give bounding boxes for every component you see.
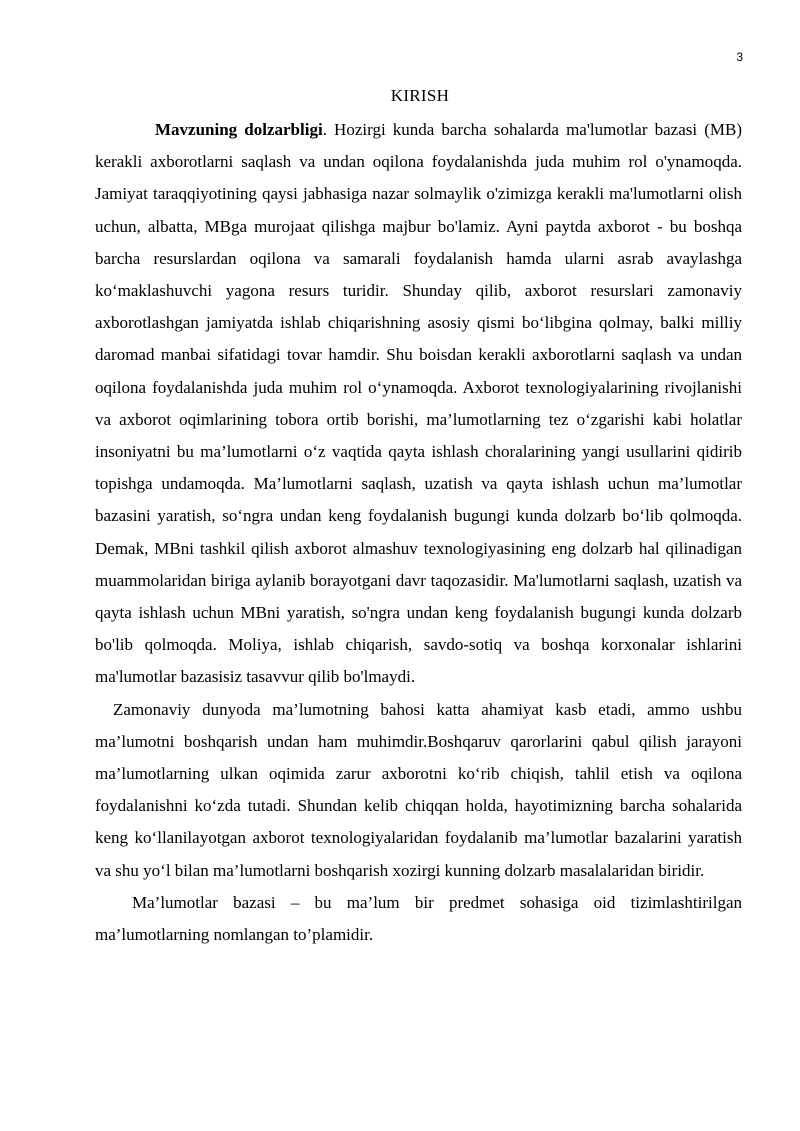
- page-title: KIRISH: [390, 86, 450, 105]
- paragraph-relevance: [95, 114, 742, 694]
- paragraph-modern-world: Zamonaviy dunyoda ma’lumotning bahosi katta ahamiyat kasb etadi, ammo ushbu ma’lumotni boshqarish undan ham muhimdir.Boshqaruv qarorlarini qabul qilish jarayoni ma’lumotlarning ulkan oqimida zarur axborotni ko‘rib chiqish, tahlil etish va oqilona foydalanishni ko‘zda tutadi. Shundan kelib chiqqan holda, hayotimizning barcha sohalarida keng ko‘llanilayotgan axborot texnologiyalaridan foydalanib ma’lumotlar bazalarini yaratish va shu yo‘l bilan ma’lumotlarni boshqarish xozirgi kunning dolzarb masalalaridan biridir.: [95, 699, 742, 880]
- document-body: [95, 114, 742, 951]
- page-number: 3: [736, 50, 743, 64]
- paragraph-database-definition: Ma’lumotlar bazasi – bu ma’lum bir predmet sohasiga oid tizimlashtirilgan ma’lumotlarning nomlangan to’plamidir.: [95, 892, 742, 945]
- relevance-text: . Hozirgi kunda barcha sohalarda ma'lumotlar bazasi (MB) kerakli axborotlarni saqlash va undan oqilona foydalanishda juda muhim rol o'ynamoqda. Jamiyat taraqqiyotining qaysi jabhasiga nazar solmaylik o'zimizga kerakli ma'lumotlarni olish uchun, albatta, MBga murojaat qilishga majbur bo'lamiz. Ayni paytda axborot - bu boshqa barcha resurslardan oqilona va samarali foydalanish hamda ularni asrab avaylashga ko‘maklashuvchi yagona resurs turidir. Shunday qilib, axborot resurslari zamonaviy axborotlashgan jamiyatda ishlab chiqarishning asosiy qismi bo‘libgina qolmay, balki milliy daromad manbai sifatidagi tovar hamdir. Shu boisdan kerakli axborotlarni saqlash va undan oqilona foydalanishda juda muhim rol o‘ynamoqda. Axborot texnologiyalarining rivojlanishi va axborot oqimlarining tobora ortib borishi, ma’lumotlarning tez o‘zgarishi kabi holatlar insoniyatni bu ma’lumotlarni o‘z vaqtida qayta ishlash choralarining yangi usullarini qidirib topishga undamoqda. Ma’lumotlarni saqlash, uzatish va qayta ishlash uchun ma’lumotlar bazasini yaratish, so‘ngra undan keng foydalanish bugungi kunda dolzarb bo‘lib qolmoqda. Demak, MBni tashkil qilish axborot almashuv texnologiyasining eng dolzarb hal qilinadigan muammolaridan biriga aylanib borayotgani davr taqozasidir. Ma'lumotlarni saqlash, uzatish va qayta ishlash uchun MBni yaratish, so'ngra undan keng foydalanish bugungi kunda dolzarb bo'lib qolmoqda. Moliya, ishlab chiqarish, savdo-sotiq va boshqa korxonalar ishlarini ma'lumotlar bazasisiz tasavvur qilib bo'lmaydi.: [95, 120, 742, 687]
- relevance-heading: Mavzuning dolzarbligi: [155, 120, 323, 139]
